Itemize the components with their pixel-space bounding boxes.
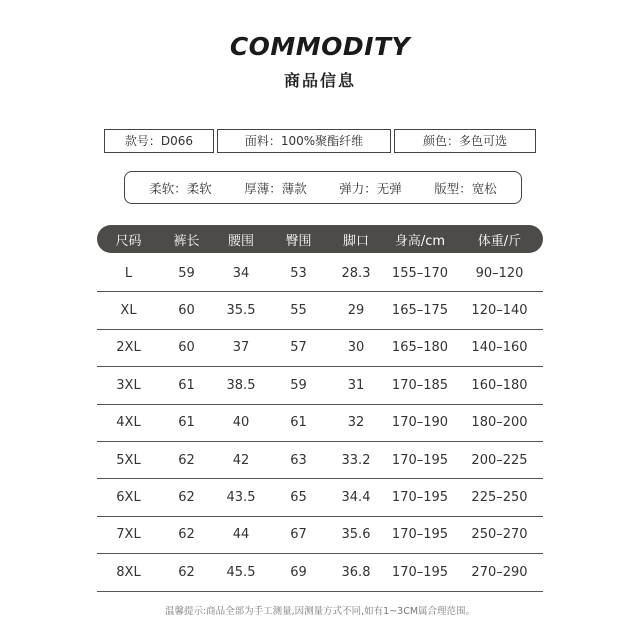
cell-height: 170–195: [391, 564, 449, 580]
properties-panel: [124, 171, 522, 204]
cell-hem: 36.8: [341, 564, 371, 580]
cell-size: 5XL: [116, 452, 141, 468]
column-header-hip: 臀围: [285, 233, 312, 249]
cell-hip: 59: [290, 377, 307, 393]
cell-height: 155–170: [391, 265, 449, 281]
cell-waist: 42: [232, 452, 250, 468]
property-elasticity: 弹力：无弹: [339, 180, 402, 196]
table-row: [97, 479, 543, 516]
cell-hem: 29: [347, 303, 365, 319]
cell-length: 59: [178, 265, 195, 281]
cell-length: 62: [178, 564, 195, 580]
table-row: [97, 292, 543, 329]
cell-waist: 35.5: [226, 303, 256, 319]
measurement-note: 温馨提示:商品全部为手工测量,因测量方式不同,如有1~3CM属合理范围。: [164, 606, 476, 617]
cell-size: 7XL: [116, 527, 141, 543]
cell-weight: 180–200: [471, 415, 528, 431]
cell-length: 62: [178, 527, 195, 543]
cell-weight: 140–160: [471, 340, 528, 356]
cell-weight: 160–180: [471, 377, 528, 393]
property-thickness: 厚薄：薄款: [244, 180, 307, 196]
cell-length: 60: [178, 340, 195, 356]
cell-height: 170–195: [391, 490, 449, 506]
table-row: [97, 554, 543, 591]
cell-weight: 250–270: [471, 527, 528, 543]
cell-hem: 34.4: [341, 490, 371, 506]
table-row: [97, 405, 543, 442]
cell-length: 60: [178, 303, 195, 319]
cell-hem: 35.6: [341, 527, 371, 543]
cell-size: L: [124, 265, 133, 281]
column-header-size: 尺码: [115, 233, 142, 249]
cell-height: 170–185: [391, 377, 449, 393]
column-header-hem: 脚口: [342, 233, 369, 249]
cell-hip: 55: [290, 303, 307, 319]
column-header-height: 身高/cm: [394, 233, 446, 249]
cell-hip: 61: [290, 415, 307, 431]
cell-length: 61: [178, 377, 195, 393]
cell-hip: 63: [290, 452, 307, 468]
cell-height: 170–190: [391, 415, 449, 431]
cell-length: 62: [178, 490, 195, 506]
cell-height: 170–195: [391, 527, 449, 543]
cell-waist: 43.5: [226, 490, 256, 506]
property-fit: 版型：宽松: [434, 180, 497, 196]
column-header-waist: 腰围: [227, 233, 254, 249]
title-english: COMMODITY: [229, 32, 411, 61]
cell-hem: 31: [347, 377, 365, 393]
property-softness: 柔软：柔软: [149, 180, 212, 196]
cell-weight: 120–140: [471, 303, 528, 319]
cell-waist: 38.5: [226, 377, 256, 393]
cell-hem: 33.2: [341, 452, 371, 468]
cell-length: 62: [178, 452, 195, 468]
cell-size: 3XL: [116, 377, 141, 393]
size-table-body: [97, 255, 543, 592]
cell-waist: 44: [232, 527, 250, 543]
cell-hip: 67: [290, 527, 307, 543]
info-fabric: 面料：100%聚酯纤维: [217, 129, 391, 153]
cell-waist: 34: [232, 265, 250, 281]
cell-size: 6XL: [116, 490, 141, 506]
cell-hem: 30: [347, 340, 365, 356]
cell-weight: 270–290: [471, 564, 528, 580]
table-row: [97, 517, 543, 554]
cell-weight: 90–120: [475, 265, 524, 281]
cell-waist: 40: [232, 415, 250, 431]
table-row: [97, 255, 543, 292]
cell-height: 165–175: [391, 303, 449, 319]
cell-hip: 53: [290, 265, 307, 281]
cell-hip: 65: [290, 490, 307, 506]
info-style-number: 款号：D066: [104, 129, 214, 153]
size-table-header: [97, 225, 543, 253]
column-header-weight: 体重/斤: [477, 233, 522, 249]
title-chinese: 商品信息: [283, 71, 356, 90]
column-header-length: 裤长: [173, 233, 200, 249]
cell-size: 8XL: [116, 564, 141, 580]
cell-hip: 57: [290, 340, 307, 356]
info-color: 颜色：多色可选: [394, 129, 536, 153]
cell-waist: 37: [232, 340, 250, 356]
table-row: [97, 442, 543, 479]
cell-hem: 32: [347, 415, 365, 431]
cell-height: 170–195: [391, 452, 449, 468]
cell-weight: 225–250: [471, 490, 528, 506]
cell-weight: 200–225: [471, 452, 528, 468]
cell-size: XL: [120, 303, 137, 319]
cell-size: 4XL: [116, 415, 141, 431]
cell-height: 165–180: [391, 340, 449, 356]
cell-hip: 69: [290, 564, 307, 580]
table-row: [97, 367, 543, 404]
cell-waist: 45.5: [226, 564, 256, 580]
cell-length: 61: [178, 415, 195, 431]
cell-hem: 28.3: [341, 265, 371, 281]
table-row: [97, 330, 543, 367]
cell-size: 2XL: [116, 340, 141, 356]
